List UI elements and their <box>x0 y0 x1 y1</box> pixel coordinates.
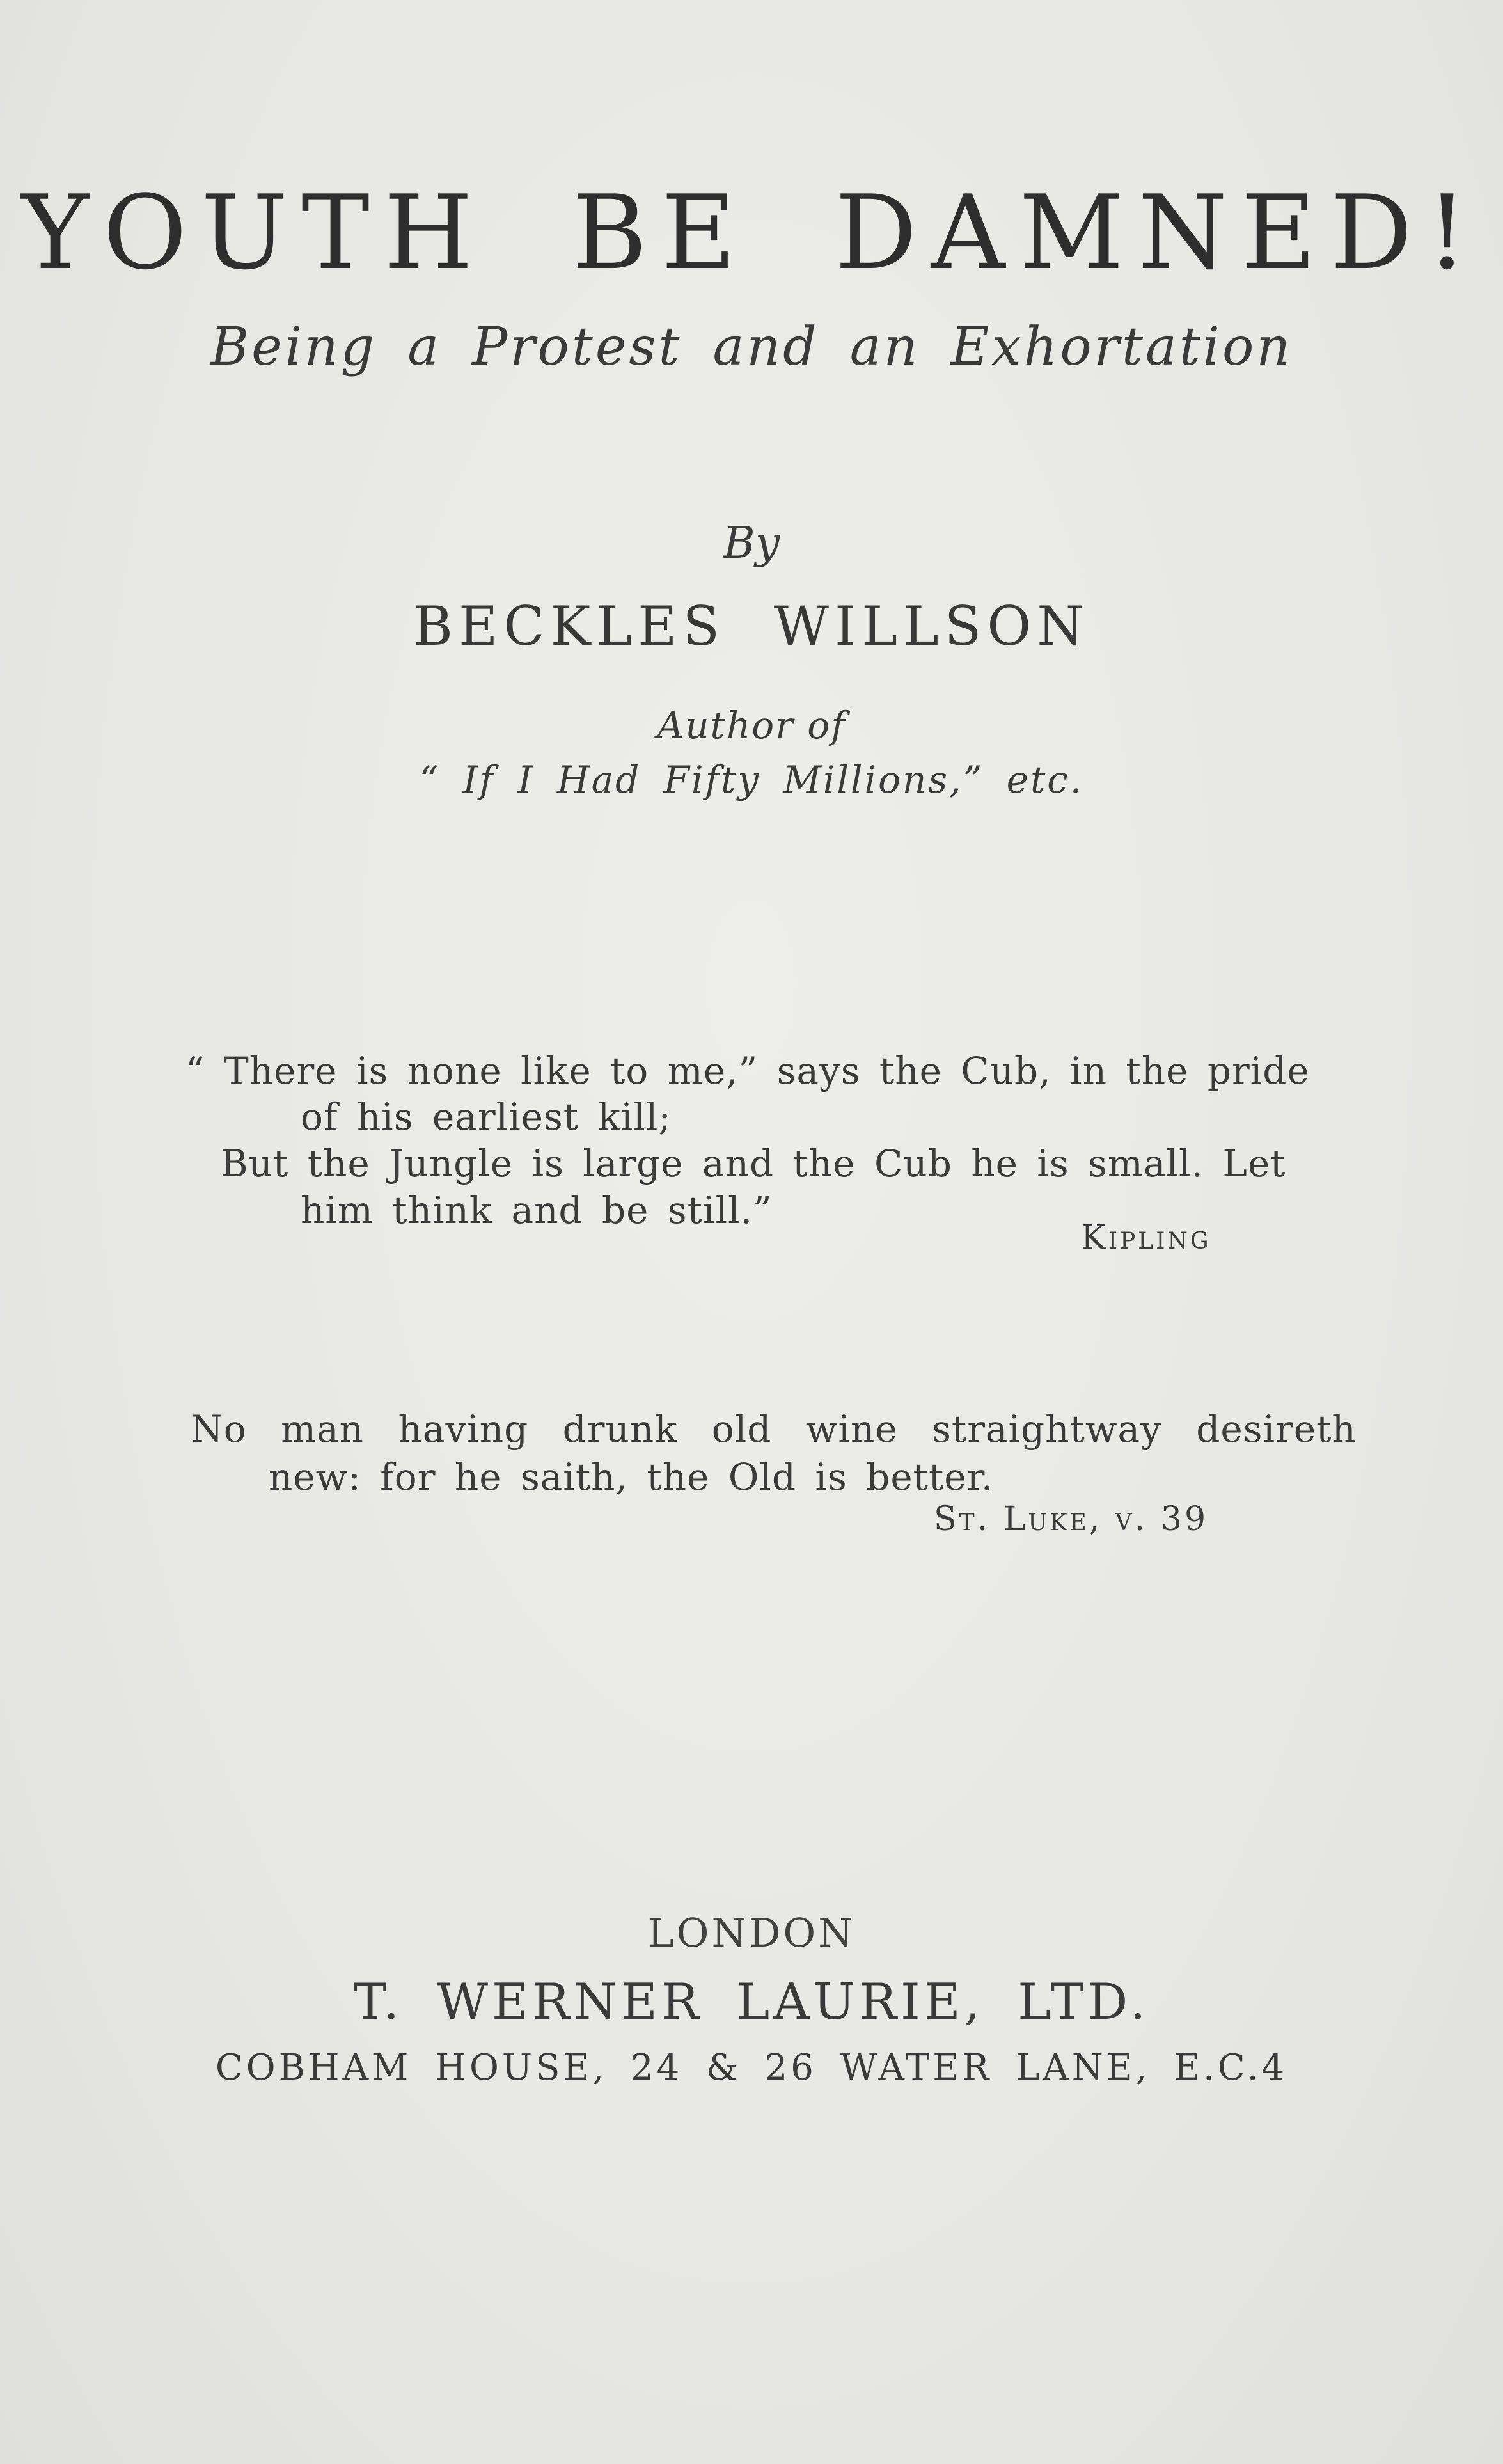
imprint-address: COBHAM HOUSE, 24 & 26 WATER LANE, E.C.4 <box>215 2047 1288 2089</box>
imprint-publisher: T. WERNER LAURIE, LTD. <box>353 1973 1150 2031</box>
epigraph-attribution: Kipling <box>1081 1219 1211 1257</box>
book-title: YOUTH BE DAMNED! <box>21 173 1482 292</box>
byline-by: By <box>723 518 780 569</box>
epigraph-attribution: St. Luke, v. 39 <box>934 1500 1209 1538</box>
previous-work: “ If I Had Fifty Millions,” etc. <box>419 758 1084 802</box>
epigraph-line: of his earliest kill; <box>301 1095 672 1139</box>
epigraph-line: No man having drunk old wine straightway desireth <box>191 1407 1357 1451</box>
book-subtitle: Being a Protest and an Exhortation <box>210 317 1293 377</box>
epigraph-line: new: for he saith, the Old is better. <box>269 1455 994 1499</box>
author-of-label: Author of <box>657 704 846 747</box>
imprint-city: LONDON <box>647 1909 856 1956</box>
epigraph-line: “ There is none like to me,” says the Cub, in the pride <box>185 1049 1310 1093</box>
epigraph-line: him think and be still.” <box>301 1189 773 1232</box>
epigraph-line: But the Jungle is large and the Cub he is small. Let <box>221 1142 1286 1185</box>
author-name: BECKLES WILLSON <box>413 595 1090 658</box>
